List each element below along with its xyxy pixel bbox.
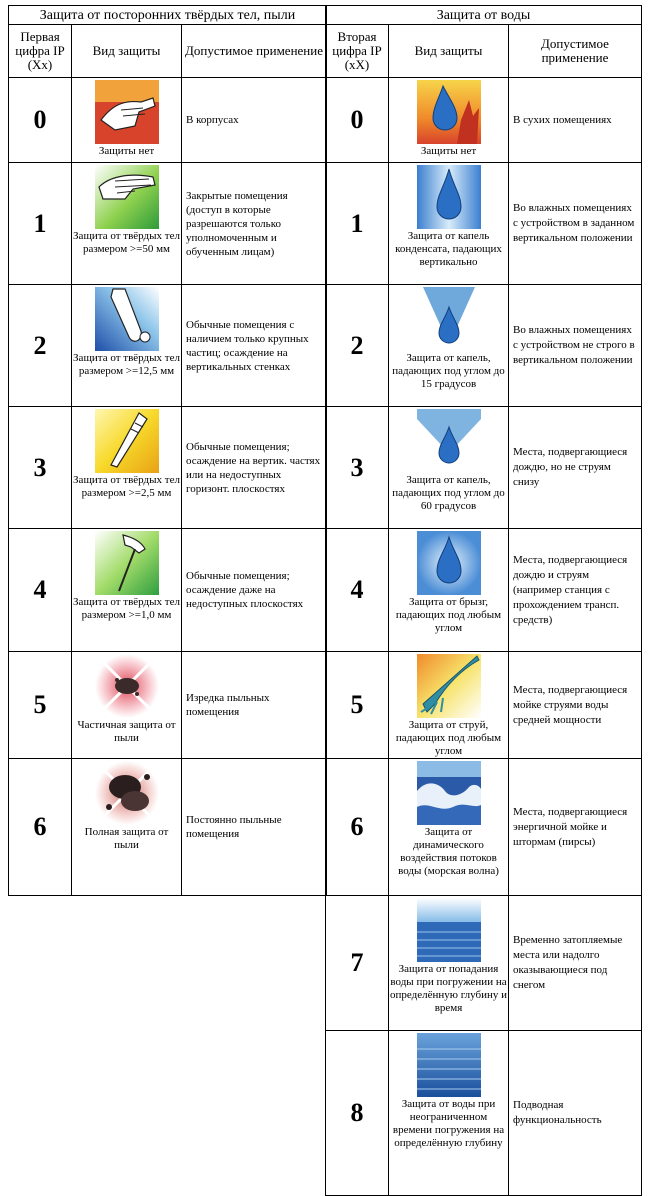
right-application: Во влажных помещениях с устройством в заданном вертикальном положении	[509, 163, 642, 285]
left-application: Постоянно пыльные помещения	[182, 759, 327, 896]
drop-splash-icon	[417, 531, 481, 595]
sea-wave-icon	[417, 761, 481, 825]
right-row-5	[326, 652, 642, 759]
right-protection-caption: Защита от капель, падающих под углом до 15 градусов	[392, 352, 505, 390]
left-row-3	[9, 407, 327, 529]
right-application: Места, подвергающиеся энергичной мойке и штормам (пирсы)	[509, 759, 642, 896]
right-protection-caption: Защита от капель конденсата, падающих вертикально	[395, 230, 502, 268]
dust-heavy-icon	[95, 761, 159, 825]
solid-protection-table	[8, 5, 327, 896]
right-protection-kind	[389, 759, 509, 896]
left-row-5	[9, 652, 327, 759]
right-protection-kind	[389, 1031, 509, 1196]
left-application: Закрытые помещения (доступ в которые разрешаются только уполномоченным и обученным лицам)	[182, 163, 327, 285]
left-ip-digit: 6	[9, 759, 72, 896]
right-ip-digit: 3	[326, 407, 389, 529]
green-wire-icon	[95, 531, 159, 595]
right-ip-digit: 2	[326, 285, 389, 407]
right-row-3	[326, 407, 642, 529]
right-application: Места, подвергающиеся дождю и струям (например станция с прохождением трансп. средств)	[509, 529, 642, 652]
left-protection-kind	[72, 407, 182, 529]
right-header-use: Допустимое применение	[509, 25, 642, 78]
right-protection-kind	[389, 163, 509, 285]
right-protection-caption: Защита от брызг, падающих под любым углом	[395, 596, 502, 634]
left-application: Обычные помещения; осаждение на вертик. частях или на недоступных горизонт. плоскостях	[182, 407, 327, 529]
right-application: Места, подвергающиеся мойке струями воды средней мощности	[509, 652, 642, 759]
left-row-1	[9, 163, 327, 285]
right-ip-digit: 8	[326, 1031, 389, 1196]
left-protection-kind	[72, 163, 182, 285]
left-protection-kind	[72, 759, 182, 896]
left-application: Изредка пыльных помещения	[182, 652, 327, 759]
left-header-use: Допустимое применение	[182, 25, 327, 78]
left-protection-caption: Защита от твёрдых тел размером >=2,5 мм	[73, 474, 180, 499]
right-header-digit: Вторая цифра IP (xX)	[326, 25, 389, 78]
left-application: Обычные помещения с наличием только крупных частиц; осаждение на вертикальных стенках	[182, 285, 327, 407]
right-protection-caption: Защита от воды при неограниченном времени погружения на определённую глубину	[392, 1098, 505, 1149]
left-protection-caption: Защита от твёрдых тел размером >=50 мм	[73, 230, 180, 255]
right-row-6	[326, 759, 642, 896]
right-application: Во влажных помещениях с устройством не строго в вертикальном положении	[509, 285, 642, 407]
right-ip-digit: 5	[326, 652, 389, 759]
immersion-icon	[417, 898, 481, 962]
right-protection-caption: Защита от динамического воздействия потоков воды (морская волна)	[398, 826, 499, 877]
dust-light-icon	[95, 654, 159, 718]
right-protection-caption: Защиты нет	[420, 145, 477, 157]
left-protection-kind	[72, 285, 182, 407]
right-ip-digit: 6	[326, 759, 389, 896]
submersion-icon	[417, 1033, 481, 1097]
drop-fire-icon	[417, 80, 481, 144]
right-row-0	[326, 78, 642, 163]
drop-15deg-icon	[417, 287, 481, 351]
left-protection-caption: Защита от твёрдых тел размером >=1,0 мм	[73, 596, 180, 621]
red-hand-icon	[95, 80, 159, 144]
right-row-2	[326, 285, 642, 407]
right-protection-kind	[389, 529, 509, 652]
right-protection-kind	[389, 652, 509, 759]
drop-vertical-icon	[417, 165, 481, 229]
right-ip-digit: 4	[326, 529, 389, 652]
left-protection-kind	[72, 529, 182, 652]
left-row-2	[9, 285, 327, 407]
right-row-7	[326, 896, 642, 1031]
green-hand-icon	[95, 165, 159, 229]
left-application: В корпусах	[182, 78, 327, 163]
right-application: Подводная функциональность	[509, 1031, 642, 1196]
left-protection-caption: Защита от твёрдых тел размером >=12,5 мм	[73, 352, 180, 377]
left-row-4	[9, 529, 327, 652]
left-protection-caption: Полная защита от пыли	[84, 826, 169, 851]
right-application: В сухих помещениях	[509, 78, 642, 163]
right-ip-digit: 0	[326, 78, 389, 163]
left-protection-kind	[72, 652, 182, 759]
left-ip-digit: 0	[9, 78, 72, 163]
water-protection-table	[325, 5, 642, 1196]
right-row-8	[326, 1031, 642, 1196]
left-ip-digit: 1	[9, 163, 72, 285]
right-protection-caption: Защита от попадания воды при погружении на определённую глубину и время	[389, 963, 508, 1014]
right-application: Места, подвергающиеся дождю, но не струям снизу	[509, 407, 642, 529]
left-header-kind: Вид защиты	[72, 25, 182, 78]
left-ip-digit: 2	[9, 285, 72, 407]
left-application: Обычные помещения; осаждение даже на недоступных плоскостях	[182, 529, 327, 652]
right-protection-kind	[389, 407, 509, 529]
right-protection-kind	[389, 78, 509, 163]
right-protection-kind	[389, 896, 509, 1031]
left-row-6	[9, 759, 327, 896]
left-protection-caption: Частичная защита от пыли	[77, 719, 176, 744]
right-header-kind: Вид защиты	[389, 25, 509, 78]
right-protection-caption: Защита от струй, падающих под любым углом	[395, 719, 502, 757]
left-ip-digit: 4	[9, 529, 72, 652]
left-protection-kind	[72, 78, 182, 163]
right-table-title: Защита от воды	[326, 6, 642, 25]
right-protection-caption: Защита от капель, падающих под углом до 60 градусов	[392, 474, 505, 512]
right-row-4	[326, 529, 642, 652]
right-row-1	[326, 163, 642, 285]
right-protection-kind	[389, 285, 509, 407]
left-ip-digit: 3	[9, 407, 72, 529]
blue-finger-icon	[95, 287, 159, 351]
water-jet-icon	[417, 654, 481, 718]
right-application: Временно затопляемые места или надолго оказывающиеся под снегом	[509, 896, 642, 1031]
yellow-tool-icon	[95, 409, 159, 473]
right-ip-digit: 7	[326, 896, 389, 1031]
left-table-title: Защита от посторонних твёрдых тел, пыли	[9, 6, 327, 25]
right-ip-digit: 1	[326, 163, 389, 285]
left-header-digit: Первая цифра IP (Xx)	[9, 25, 72, 78]
drop-60deg-icon	[417, 409, 481, 473]
left-protection-caption: Защиты нет	[98, 145, 155, 157]
left-ip-digit: 5	[9, 652, 72, 759]
left-row-0	[9, 78, 327, 163]
